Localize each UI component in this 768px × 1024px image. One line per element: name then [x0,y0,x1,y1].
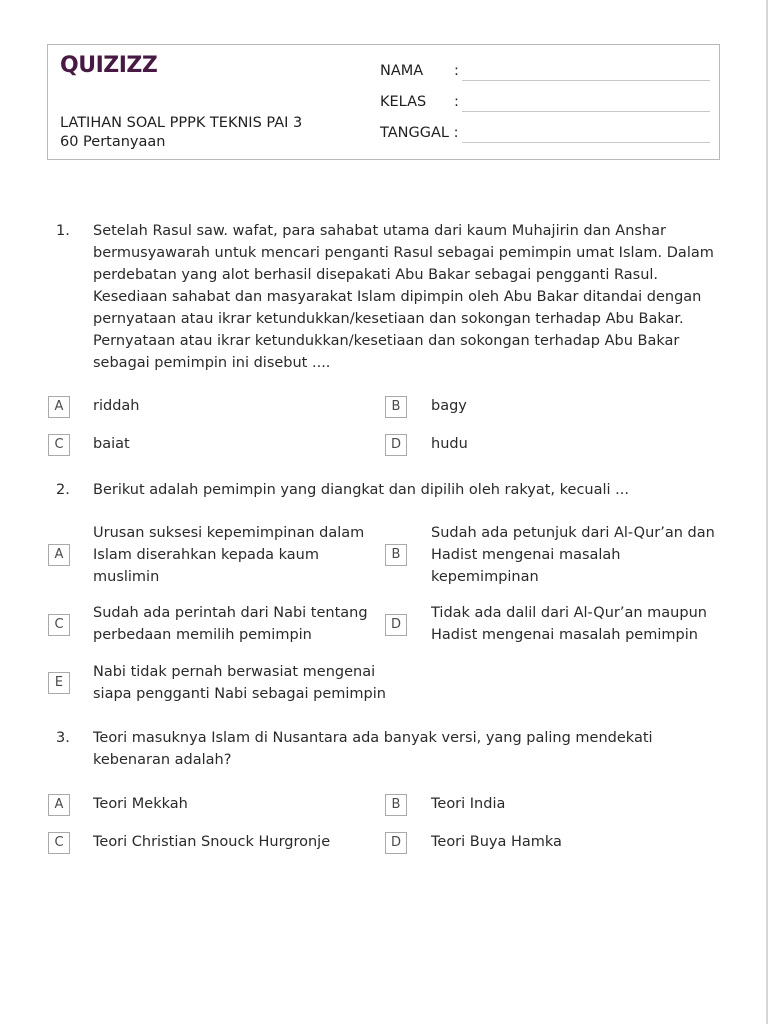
option-letter-a[interactable]: A [48,794,70,816]
worksheet-title: LATIHAN SOAL PPPK TEKNIS PAI 3 [60,115,303,131]
question-number: 1. [56,223,70,239]
option-letter-b[interactable]: B [385,544,407,566]
class-label: KELAS [380,94,427,110]
question-text: Teori masuknya Islam di Nusantara ada banyak versi, yang paling mendekati kebenaran adalah? [93,730,653,768]
option-text: riddah [93,398,140,414]
option-letter-c[interactable]: C [48,434,70,456]
option-text: Sudah ada petunjuk dari Al-Qur’an dan Hadist mengenai masalah kepemimpinan [431,525,715,585]
quizizz-logo: QUIZIZZ [60,53,158,78]
option-letter-e[interactable]: E [48,672,70,694]
date-field [380,125,458,141]
class-colon: : [454,94,459,110]
option-text: Urusan suksesi kepemimpinan dalam Islam diserahkan kepada kaum muslimin [93,525,365,585]
option-text: Sudah ada perintah dari Nabi tentang perbedaan memilih pemimpin [93,605,368,643]
option-text: Teori India [431,796,506,812]
option-text: bagy [431,398,467,414]
option-letter-a[interactable]: A [48,396,70,418]
name-label: NAMA [380,63,424,79]
question-number: 2. [56,482,70,498]
name-line[interactable] [462,80,710,81]
option-letter-d[interactable]: D [385,434,407,456]
name-colon: : [454,63,459,79]
option-text: baiat [93,436,130,452]
option-text: Teori Buya Hamka [431,834,562,850]
option-letter-d[interactable]: D [385,614,407,636]
option-text: Nabi tidak pernah berwasiat mengenai siapa pengganti Nabi sebagai pemimpin [93,664,386,702]
option-letter-c[interactable]: C [48,614,70,636]
option-letter-b[interactable]: B [385,794,407,816]
question-count: 60 Pertanyaan [60,134,166,150]
worksheet-header [47,44,720,160]
question-number: 3. [56,730,70,746]
question-text: Berikut adalah pemimpin yang diangkat dan dipilih oleh rakyat, kecuali ... [93,482,629,498]
name-field [380,63,459,79]
option-letter-b[interactable]: B [385,396,407,418]
option-text: Tidak ada dalil dari Al-Qur’an maupun Hadist mengenai masalah pemimpin [431,605,707,643]
class-field [380,94,459,110]
question-text: Setelah Rasul saw. wafat, para sahabat utama dari kaum Muhajirin dan Anshar bermusyawarah untuk mencari penganti Rasul sebagai pemimpin umat Islam. Dalam perdebatan yang alot berhasil disepakati Abu Bakar sebagai pengganti Rasul. Kesediaan sahabat dan masyarakat Islam dipimpin oleh Abu Bakar ditandai dengan pernyataan atau ikrar ketundukkan/kesetiaan dan sokongan terhadap Abu Bakar. Pernyataan atau ikrar ketundukkan/kesetiaan dan sokongan terhadap Abu Bakar sebagai pemimpin ini disebut .... [93,223,714,371]
option-text: Teori Mekkah [93,796,188,812]
date-label: TANGGAL : [380,125,459,141]
option-text: hudu [431,436,468,452]
date-line[interactable] [462,142,710,143]
option-letter-a[interactable]: A [48,544,70,566]
option-letter-c[interactable]: C [48,832,70,854]
option-letter-d[interactable]: D [385,832,407,854]
class-line[interactable] [462,111,710,112]
option-text: Teori Christian Snouck Hurgronje [93,834,331,850]
